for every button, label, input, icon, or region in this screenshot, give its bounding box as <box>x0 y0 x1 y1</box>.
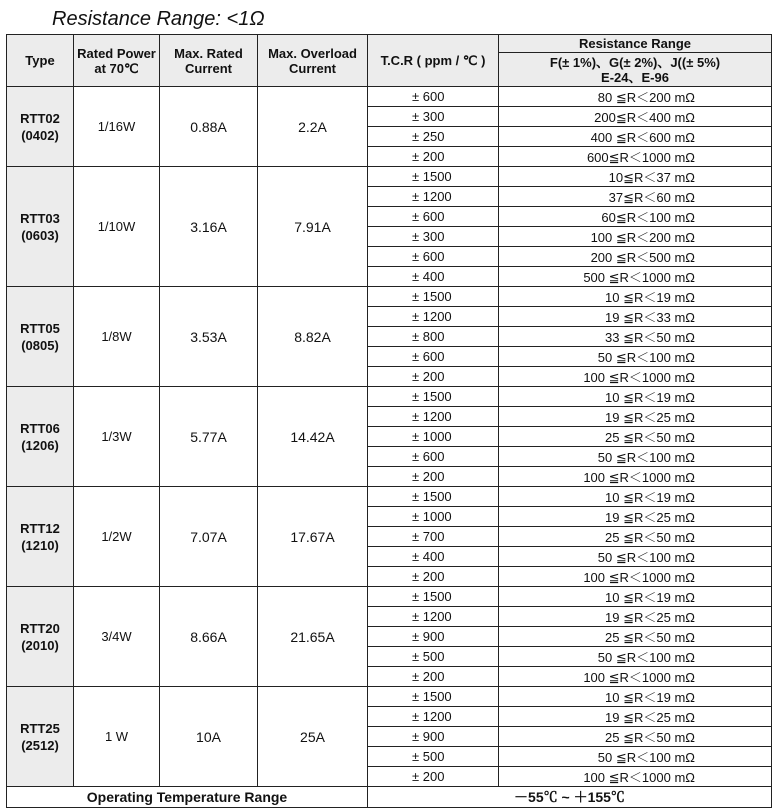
header-tolerance <box>499 53 772 87</box>
type-cell <box>7 587 74 687</box>
type-size: (0805) <box>21 337 59 353</box>
type-code: RTT03 <box>20 210 60 226</box>
resistance-range-cell: 400 ≦R＜600 mΩ <box>499 127 772 147</box>
type-size: (1210) <box>21 537 59 553</box>
table-row <box>7 287 772 307</box>
table-row <box>7 87 772 107</box>
tcr-cell: ± 900 <box>368 627 499 647</box>
resistance-range-cell: 10 ≦R＜19 mΩ <box>499 387 772 407</box>
resistance-range-cell: 10 ≦R＜19 mΩ <box>499 587 772 607</box>
resistance-range-cell: 37≦R＜60 mΩ <box>499 187 772 207</box>
type-code: RTT25 <box>20 720 60 736</box>
type-cell <box>7 287 74 387</box>
type-code: RTT06 <box>20 420 60 436</box>
type-cell <box>7 87 74 167</box>
type-size: (1206) <box>21 437 59 453</box>
tcr-cell: ± 600 <box>368 347 499 367</box>
type-cell <box>7 487 74 587</box>
table-row <box>7 387 772 407</box>
resistance-range-cell: 50 ≦R＜100 mΩ <box>499 547 772 567</box>
rated-current-cell: 10A <box>160 687 258 787</box>
resistance-range-cell: 100 ≦R＜200 mΩ <box>499 227 772 247</box>
type-code: RTT05 <box>20 320 60 336</box>
resistance-range-cell: 10 ≦R＜19 mΩ <box>499 487 772 507</box>
resistance-range-cell: 50 ≦R＜100 mΩ <box>499 347 772 367</box>
resistance-range-cell: 200≦R＜400 mΩ <box>499 107 772 127</box>
resistance-range-cell: 50 ≦R＜100 mΩ <box>499 747 772 767</box>
resistance-range-cell: 100 ≦R＜1000 mΩ <box>499 667 772 687</box>
tcr-cell: ± 600 <box>368 87 499 107</box>
tcr-cell: ± 1200 <box>368 607 499 627</box>
type-size: (0603) <box>21 227 59 243</box>
tcr-cell: ± 300 <box>368 227 499 247</box>
header-max-rated-current: Max. Rated Current <box>160 35 258 87</box>
rated-current-cell: 5.77A <box>160 387 258 487</box>
rated-power-cell: 1/3W <box>74 387 160 487</box>
tcr-cell: ± 200 <box>368 567 499 587</box>
header-type: Type <box>7 35 74 87</box>
resistance-range-cell: 500 ≦R＜1000 mΩ <box>499 267 772 287</box>
rated-power-cell: 1/8W <box>74 287 160 387</box>
resistance-range-cell: 100 ≦R＜1000 mΩ <box>499 567 772 587</box>
operating-temp-value: －55℃ ~ ＋155℃ <box>368 787 772 808</box>
tcr-cell: ± 1500 <box>368 487 499 507</box>
resistance-range-cell: 33 ≦R＜50 mΩ <box>499 327 772 347</box>
overload-current-cell: 17.67A <box>258 487 368 587</box>
resistance-range-cell: 80 ≦R＜200 mΩ <box>499 87 772 107</box>
resistance-range-cell: 19 ≦R＜25 mΩ <box>499 607 772 627</box>
rated-power-cell: 3/4W <box>74 587 160 687</box>
tcr-cell: ± 300 <box>368 107 499 127</box>
tcr-cell: ± 1500 <box>368 587 499 607</box>
tcr-cell: ± 1500 <box>368 167 499 187</box>
rated-current-cell: 0.88A <box>160 87 258 167</box>
resistance-range-cell: 100 ≦R＜1000 mΩ <box>499 467 772 487</box>
resistance-range-cell: 50 ≦R＜100 mΩ <box>499 647 772 667</box>
table-row <box>7 587 772 607</box>
overload-current-cell: 8.82A <box>258 287 368 387</box>
tcr-cell: ± 1500 <box>368 687 499 707</box>
rated-power-cell: 1/16W <box>74 87 160 167</box>
tcr-cell: ± 200 <box>368 667 499 687</box>
header-max-overload-current: Max. Overload Current <box>258 35 368 87</box>
tcr-cell: ± 500 <box>368 747 499 767</box>
tcr-cell: ± 1500 <box>368 387 499 407</box>
tcr-cell: ± 1000 <box>368 427 499 447</box>
table-body <box>7 87 772 787</box>
series-text: E-24、E-96 <box>601 69 669 85</box>
resistance-range-cell: 25 ≦R＜50 mΩ <box>499 527 772 547</box>
rated-current-cell: 3.16A <box>160 167 258 287</box>
tcr-cell: ± 600 <box>368 247 499 267</box>
rated-power-cell: 1 W <box>74 687 160 787</box>
tcr-cell: ± 1200 <box>368 187 499 207</box>
tcr-cell: ± 400 <box>368 267 499 287</box>
resistance-range-cell: 19 ≦R＜25 mΩ <box>499 407 772 427</box>
page-title: Resistance Range: <1Ω <box>52 8 265 30</box>
operating-temp-label: Operating Temperature Range <box>7 787 368 808</box>
rated-power-cell: 1/2W <box>74 487 160 587</box>
tcr-cell: ± 1000 <box>368 507 499 527</box>
type-code: RTT12 <box>20 520 60 536</box>
type-code: RTT20 <box>20 620 60 636</box>
tcr-cell: ± 600 <box>368 447 499 467</box>
tcr-cell: ± 200 <box>368 367 499 387</box>
tcr-cell: ± 700 <box>368 527 499 547</box>
resistance-range-cell: 19 ≦R＜25 mΩ <box>499 507 772 527</box>
overload-current-cell: 2.2A <box>258 87 368 167</box>
type-size: (2512) <box>21 737 59 753</box>
tcr-cell: ± 200 <box>368 147 499 167</box>
type-code: RTT02 <box>20 110 60 126</box>
rated-current-cell: 7.07A <box>160 487 258 587</box>
resistance-range-cell: 25 ≦R＜50 mΩ <box>499 427 772 447</box>
tcr-cell: ± 200 <box>368 467 499 487</box>
tcr-cell: ± 1500 <box>368 287 499 307</box>
resistance-range-cell: 50 ≦R＜100 mΩ <box>499 447 772 467</box>
resistance-range-cell: 600≦R＜1000 mΩ <box>499 147 772 167</box>
type-size: (0402) <box>21 127 59 143</box>
tcr-cell: ± 800 <box>368 327 499 347</box>
rated-current-cell: 3.53A <box>160 287 258 387</box>
type-cell <box>7 167 74 287</box>
tcr-cell: ± 1200 <box>368 707 499 727</box>
tcr-cell: ± 200 <box>368 767 499 787</box>
type-size: (2010) <box>21 637 59 653</box>
tcr-cell: ± 600 <box>368 207 499 227</box>
overload-current-cell: 25A <box>258 687 368 787</box>
overload-current-cell: 14.42A <box>258 387 368 487</box>
tcr-cell: ± 400 <box>368 547 499 567</box>
resistance-range-cell: 19 ≦R＜33 mΩ <box>499 307 772 327</box>
resistance-range-cell: 10 ≦R＜19 mΩ <box>499 687 772 707</box>
table-row <box>7 167 772 187</box>
table-row <box>7 487 772 507</box>
resistance-range-cell: 10 ≦R＜19 mΩ <box>499 287 772 307</box>
tolerance-text: F(± 1%)、G(± 2%)、J((± 5%) <box>549 54 721 70</box>
overload-current-cell: 21.65A <box>258 587 368 687</box>
header-rated-power: Rated Power at 70℃ <box>74 35 160 87</box>
resistance-range-cell: 60≦R＜100 mΩ <box>499 207 772 227</box>
tcr-cell: ± 900 <box>368 727 499 747</box>
resistance-range-cell: 100 ≦R＜1000 mΩ <box>499 367 772 387</box>
overload-current-cell: 7.91A <box>258 167 368 287</box>
type-cell <box>7 687 74 787</box>
table-row <box>7 687 772 707</box>
resistance-range-cell: 25 ≦R＜50 mΩ <box>499 627 772 647</box>
tcr-cell: ± 500 <box>368 647 499 667</box>
tcr-cell: ± 1200 <box>368 307 499 327</box>
resistance-range-cell: 10≦R＜37 mΩ <box>499 167 772 187</box>
header-tcr: T.C.R ( ppm / ℃ ) <box>368 35 499 87</box>
resistance-range-cell: 200 ≦R＜500 mΩ <box>499 247 772 267</box>
resistance-range-cell: 100 ≦R＜1000 mΩ <box>499 767 772 787</box>
tcr-cell: ± 1200 <box>368 407 499 427</box>
rated-power-cell: 1/10W <box>74 167 160 287</box>
tcr-cell: ± 250 <box>368 127 499 147</box>
resistance-spec-table <box>6 34 772 808</box>
type-cell <box>7 387 74 487</box>
resistance-range-cell: 19 ≦R＜25 mΩ <box>499 707 772 727</box>
header-resistance-range: Resistance Range <box>499 35 772 53</box>
rated-current-cell: 8.66A <box>160 587 258 687</box>
resistance-range-cell: 25 ≦R＜50 mΩ <box>499 727 772 747</box>
